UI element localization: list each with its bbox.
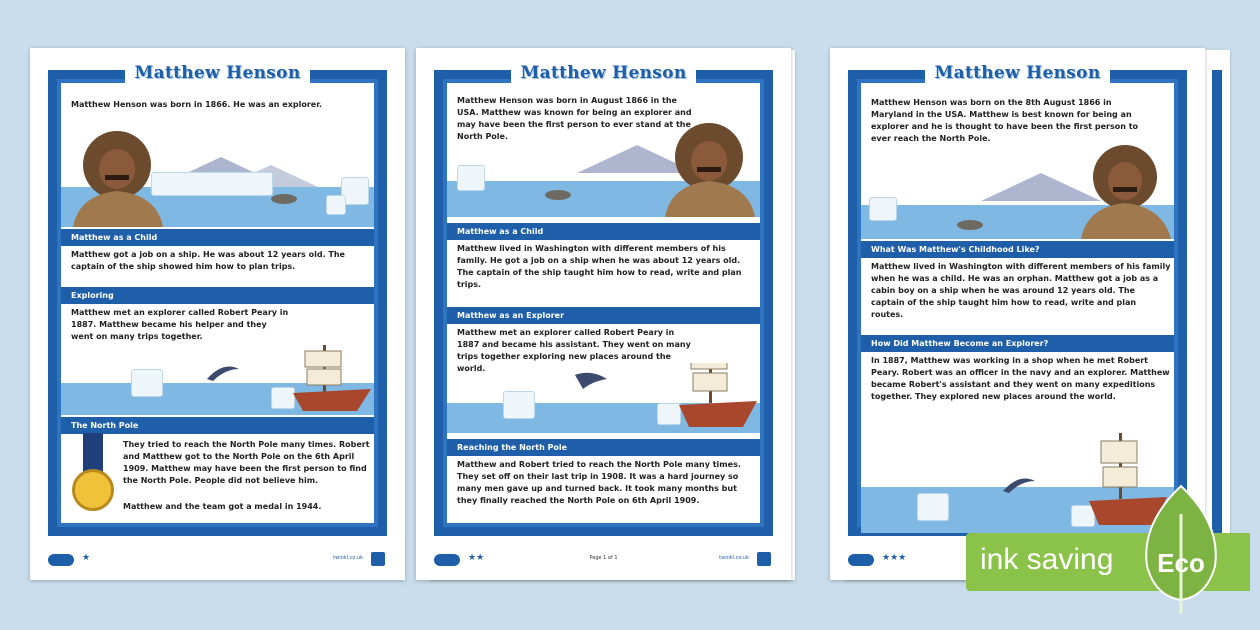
section-text: Matthew met an explorer called Robert Peary in 1887. Matthew became his helper and they went on many trips together. bbox=[71, 308, 289, 341]
arctic-scene bbox=[447, 117, 760, 217]
explorer-portrait bbox=[657, 119, 760, 217]
resource-icon bbox=[371, 552, 385, 566]
section-header: Matthew as a Child bbox=[447, 223, 760, 240]
difficulty-stars: ★ bbox=[82, 553, 91, 563]
page-title: Matthew Henson bbox=[925, 63, 1111, 83]
intro-text: Matthew Henson was born in August 1866 in the USA. Matthew was known for being an explorer and may have been the first person to ever stand at the North Pole. bbox=[457, 96, 692, 141]
page-title: Matthew Henson bbox=[511, 63, 697, 83]
worksheet-2 bbox=[416, 48, 791, 580]
intro-text: Matthew Henson was born on the 8th August 1866 in Maryland in the USA. Matthew is best known for being an explorer and he is thought to have been the first person to ever reach the North Pole. bbox=[871, 98, 1139, 143]
section-text: Matthew and Robert tried to reach the North Pole many times. They set off on their last trip in 1908. It was a hard journey so many men gave up and turned back. It took many months but they finally reached the North Pole on 6th April 1909. bbox=[457, 460, 741, 505]
seal-illustration bbox=[955, 217, 985, 231]
footer-url: twinkl.co.uk bbox=[719, 555, 749, 561]
section-header: Matthew as an Explorer bbox=[447, 307, 760, 324]
section-text: In 1887, Matthew was working in a shop when he met Robert Peary. Robert was an officer in the navy and an explorer. Matthew became Robert's assistant and they went on many expeditions together. They explored new places around the world. bbox=[871, 356, 1170, 401]
section-text: Matthew met an explorer called Robert Peary in 1887 and became his assistant. They went on many trips together exploring new places around the world. bbox=[457, 328, 691, 373]
seal-illustration bbox=[543, 187, 573, 201]
ship-illustration bbox=[293, 345, 373, 415]
arctic-scene bbox=[861, 139, 1174, 239]
arctic-scene bbox=[447, 363, 760, 433]
resource-icon bbox=[757, 552, 771, 566]
ink-saving-label: ink saving bbox=[980, 543, 1114, 576]
section-header: How Did Matthew Become an Explorer? bbox=[861, 335, 1174, 352]
section-header: Reaching the North Pole bbox=[447, 439, 760, 456]
page-title: Matthew Henson bbox=[125, 63, 311, 83]
section-header: What Was Matthew's Childhood Like? bbox=[861, 241, 1174, 258]
arctic-scene bbox=[61, 117, 374, 227]
page-footer bbox=[434, 552, 773, 570]
seal-illustration bbox=[269, 191, 299, 205]
ribbon bbox=[83, 433, 103, 473]
twinkl-logo bbox=[848, 554, 874, 566]
arctic-scene bbox=[61, 345, 374, 415]
section-text: Matthew got a job on a ship. He was about 12 years old. The captain of the ship showed him how to plan trips. bbox=[71, 250, 345, 271]
difficulty-stars: ★★ bbox=[468, 553, 485, 563]
arctic-scene bbox=[861, 423, 1174, 533]
page-footer bbox=[48, 552, 387, 570]
section-header: The North Pole bbox=[61, 417, 374, 434]
intro-text: Matthew Henson was born in 1866. He was an explorer. bbox=[71, 100, 323, 109]
section-text: Matthew and the team got a medal in 1944. bbox=[123, 502, 322, 511]
twinkl-logo bbox=[48, 554, 74, 566]
page-number: Page 1 of 1 bbox=[589, 555, 618, 561]
section-text: Matthew lived in Washington with different members of his family. He got a job on a ship when he was about 12 years old. The captain of the ship taught him how to read, write and plan trips. bbox=[457, 244, 742, 289]
section-header: Matthew as a Child bbox=[61, 229, 374, 246]
section-header: Exploring bbox=[61, 287, 374, 304]
twinkl-logo bbox=[434, 554, 460, 566]
worksheet-1 bbox=[30, 48, 405, 580]
eco-badge-text: Eco bbox=[1157, 548, 1205, 578]
section-text: They tried to reach the North Pole many times. Robert and Matthew got to the North Pole on the 6th April 1909. Matthew may have been the first person to find the North Pole. People did not believe him. bbox=[123, 440, 370, 485]
medal-icon bbox=[72, 469, 114, 511]
footer-url: twinkl.co.uk bbox=[333, 555, 363, 561]
explorer-portrait bbox=[1075, 139, 1174, 239]
leaf-icon bbox=[1141, 484, 1221, 616]
ship-illustration bbox=[679, 363, 759, 431]
dolphin-illustration bbox=[205, 361, 241, 383]
explorer-portrait bbox=[65, 125, 169, 227]
section-text: Matthew lived in Washington with different members of his family when he was a child. He was an orphan. Matthew got a job as a cabin boy on a ship when he was around 12 years old. The captain of the ship taught him how to read, write and plan routes. bbox=[871, 262, 1171, 319]
dolphin-illustration bbox=[1001, 473, 1037, 495]
dolphin-illustration bbox=[573, 369, 609, 391]
difficulty-stars: ★★★ bbox=[882, 553, 907, 563]
